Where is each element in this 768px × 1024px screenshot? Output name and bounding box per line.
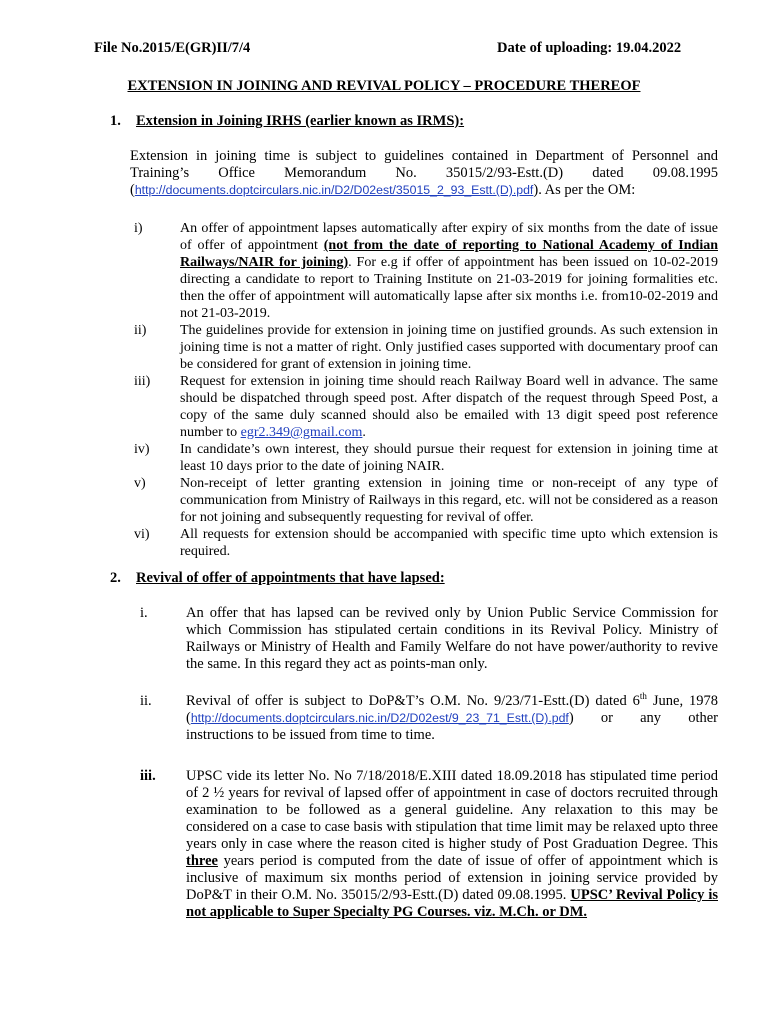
item-marker: vi): [134, 527, 150, 542]
item-marker: ii): [134, 323, 147, 338]
item-three-emphasis: three: [186, 853, 218, 869]
item-text-a: UPSC vide its letter No. No 7/18/2018/E.XIII dated 18.09.2018 has stipulated time period of 2 ½ years for revival of lapsed offer of appointment in case of doctors recruited through examination to be followed as a general guideline. Any relaxation to this may be considered on a case to case basis with stipulation that time limit may be relaxed upto three years only in case where the reason cited is higher study of Post Graduation Degree. This: [186, 768, 718, 852]
item-text-b: . For e.g if offer of appointment has been issued on 10-02-2019 directing a candidate to report to Training Institute on 21-03-2019 for joining formalities etc. then the offer of appointment will automatically lapse after six months i.e. from10-02-2019 and not 21-03-2019.: [180, 255, 718, 321]
item-text-a: An offer of appointment lapses automatically after expiry of six months from the date of issue of offer of appointment: [180, 221, 718, 253]
item-text: [186, 693, 718, 744]
item-text-b: years period is computed from the date of issue of offer of appointment which is inclusive of maximum six months period of extension in joining service provided by DoP&T in their O.M. No. 35015/2/93-Estt.(D) dated 09.08.1995.: [186, 853, 718, 903]
section-1-number: 1.: [110, 113, 121, 129]
item-marker: i.: [140, 605, 148, 621]
item-text-a: Request for extension in joining time should reach Railway Board well in advance. The same should be dispatched through speed post. After dispatch of the request through Speed Post, a copy of the same duly scanned should also be emailed with 13 digit speed post reference number to: [180, 374, 718, 440]
item-text: [180, 373, 718, 441]
email-link[interactable]: egr2.349@gmail.com: [240, 425, 363, 440]
intro-text: Extension in joining time is subject to guidelines contained in Department of Personnel and Training’s Office Memorandum No. 35015/2/93-Estt.(D) dated 09.08.1995: [130, 148, 718, 181]
item-text-b: June, 1978 (: [186, 693, 718, 726]
document-title: EXTENSION IN JOINING AND REVIVAL POLICY – PROCEDURE THEREOF: [127, 78, 641, 94]
om-link[interactable]: http://documents.doptcirculars.nic.in/D2/D02est/35015_2_93_Estt.(D).pdf: [134, 183, 534, 197]
item-text-c: ) or any other instructions to be issued from time to time.: [186, 710, 718, 743]
section-1-title: Extension in Joining IRHS (earlier known as IRMS):: [136, 113, 465, 129]
section-1-intro: Extension in joining time is subject to guidelines contained in Department of Personnel and Training’s Office Memorandum No. 35015/2/93-Estt.(D) dated 09.08.1995 (http://documents.doptcirculars.nic.in/D2/D02est/35015_2_93_Estt.(D).pdf). As per the OM:: [130, 148, 718, 198]
upload-date: Date of uploading: 19.04.2022: [497, 40, 682, 56]
item-text: In candidate’s own interest, they should pursue their request for extension in joining time at least 10 days prior to the date of joining NAIR.: [180, 442, 718, 474]
item-marker: iii.: [140, 768, 156, 784]
superscript: th: [639, 691, 647, 702]
om-link-2[interactable]: http://documents.doptcirculars.nic.in/D2/D02est/9_23_71_Estt.(D).pdf: [190, 711, 569, 725]
intro-tail: . As per the OM:: [538, 182, 636, 198]
section-1-heading: [110, 113, 464, 130]
item-marker: i): [134, 221, 143, 236]
item-text: [180, 220, 718, 322]
item-text: The guidelines provide for extension in joining time on justified grounds. As such extension in joining time is not a matter of right. Only justified cases supported with documentary proof can be considered for grant of extension in joining time.: [180, 323, 718, 372]
item-marker: v): [134, 476, 146, 491]
item-text: An offer that has lapsed can be revived only by Union Public Service Commission for which Commission has stipulated certain conditions in its Revival Policy. Ministry of Railways or Ministry of Health and Family Welfare do not have power/authority to revive the same. In this regard they act as points-man only.: [186, 605, 718, 672]
item-tail: .: [362, 425, 366, 440]
item-text: Non-receipt of letter granting extension in joining time or non-receipt of any type of communication from Ministry of Railways in this regard, etc. will not be considered as a reason for not joining and subsequently requesting for revival of offer.: [180, 476, 718, 525]
item-marker: iii): [134, 374, 151, 389]
item-emphasis: UPSC’ Revival Policy is not applicable to Super Specialty PG Courses. viz. M.Ch. or DM.: [186, 887, 718, 920]
section-2-heading: [110, 570, 445, 587]
section-2-title: Revival of offer of appointments that have lapsed:: [136, 570, 445, 586]
item-text: All requests for extension should be accompanied with specific time upto which extension is required.: [180, 527, 718, 559]
item-text-a: Revival of offer is subject to DoP&T’s O.M. No. 9/23/71-Estt.(D) dated 6: [186, 693, 640, 709]
section-2-number: 2.: [110, 570, 121, 586]
item-marker: ii.: [140, 693, 152, 709]
item-text: [186, 768, 718, 921]
file-number: File No.2015/E(GR)II/7/4: [94, 40, 251, 56]
item-emphasis: (not from the date of reporting to National Academy of Indian Railways/NAIR for joining): [180, 238, 718, 270]
item-marker: iv): [134, 442, 150, 457]
